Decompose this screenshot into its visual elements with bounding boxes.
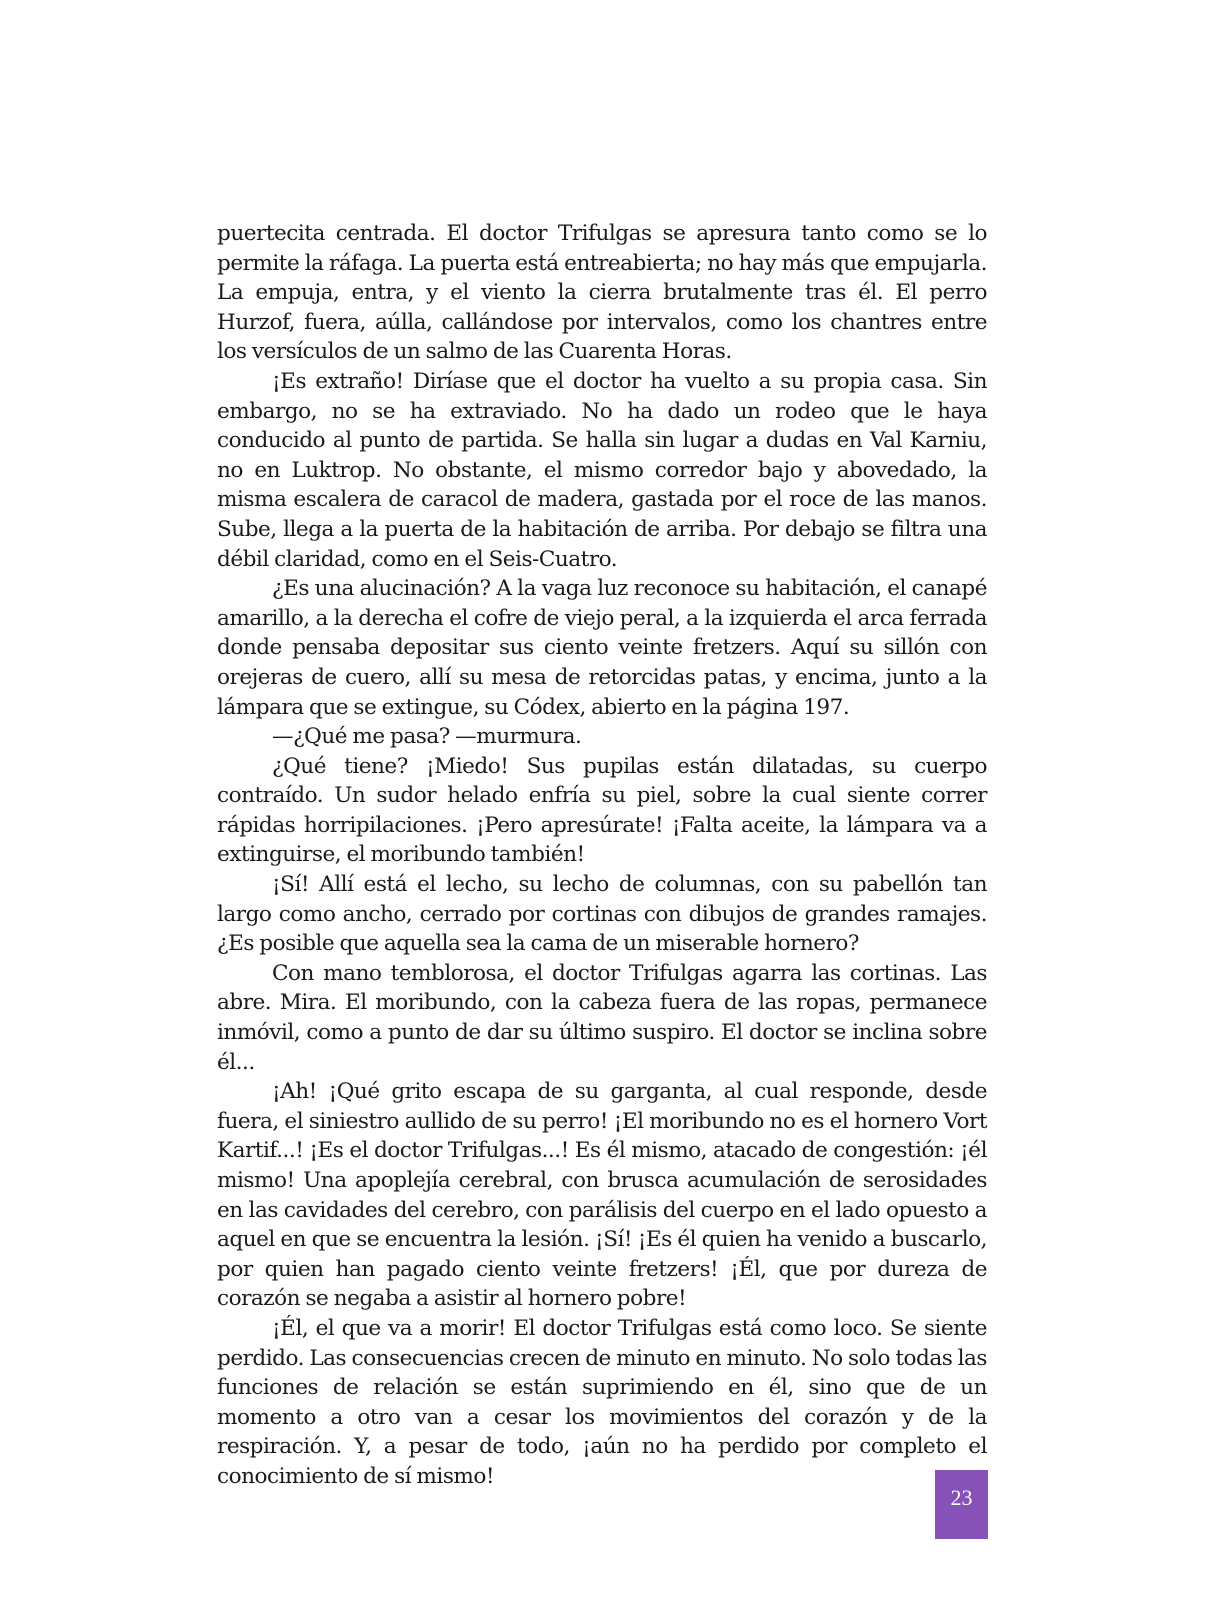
paragraph: —¿Qué me pasa? —murmura. [272,724,582,750]
page-number-badge [935,1470,988,1539]
page-number: 23 [950,1485,973,1510]
paragraph: ¡Él, el que va a morir! El doctor Trifulgas está como loco. Se siente perdido. Las consecuencias crecen de minuto en minuto. No solo todas las funciones de relación se están suprimiendo en él, sino que de un momento a otro van a cesar los movimientos del corazón y de la respiración. Y, a pesar de todo, ¡aún no ha perdido por completo el conocimiento de sí mismo! [217,1315,987,1489]
paragraph: ¿Qué tiene? ¡Miedo! Sus pupilas están dilatadas, su cuerpo contraído. Un sudor helado enfría su piel, sobre la cual siente correr rápidas horripilaciones. ¡Pero apresúrate! ¡Falta aceite, la lámpara va a extinguirse, el moribundo también! [217,753,987,868]
paragraph: ¡Sí! Allí está el lecho, su lecho de columnas, con su pabellón tan largo como ancho, cerrado por cortinas con dibujos de grandes ramajes. ¿Es posible que aquella sea la cama de un miserable hornero? [217,872,987,957]
paragraph: Con mano temblorosa, el doctor Trifulgas agarra las cortinas. Las abre. Mira. El moribundo, con la cabeza fuera de las ropas, permanece inmóvil, como a punto de dar su último suspiro. El doctor se inclina sobre él... [217,960,987,1075]
paragraph: ¿Es una alucinación? A la vaga luz reconoce su habitación, el canapé amarillo, a la derecha el cofre de viejo peral, a la izquierda el arca ferrada donde pensaba depositar sus ciento veinte fretzers. Aquí su sillón con orejeras de cuero, allí su mesa de retorcidas patas, y encima, junto a la lámpara que se extingue, su Códex, abierto en la página 197. [217,576,987,720]
paragraph: puertecita centrada. El doctor Trifulgas se apresura tanto como se lo permite la ráfaga. La puerta está entreabierta; no hay más que empujarla. La empuja, entra, y el viento la cierra brutalmente tras él. El perro Hurzof, fuera, aúlla, callándose por intervalos, como los chantres entre los versículos de un salmo de las Cuarenta Horas. [217,221,987,365]
paragraph: ¡Ah! ¡Qué grito escapa de su garganta, al cual responde, desde fuera, el siniestro aullido de su perro! ¡El moribundo no es el hornero Vort Kartif...! ¡Es el doctor Trifulgas...! Es él mismo, atacado de congestión: ¡él mismo! Una apoplejía cerebral, con brusca acumulación de serosidades en las cavidades del cerebro, con parálisis del cuerpo en el lado opuesto a aquel en que se encuentra la lesión. ¡Sí! ¡Es él quien ha venido a buscarlo, por quien han pagado ciento veinte fretzers! ¡Él, que por dureza de corazón se negaba a asistir al hornero pobre! [217,1079,987,1312]
page-body [217,219,987,1492]
paragraph: ¡Es extraño! Diríase que el doctor ha vuelto a su propia casa. Sin embargo, no se ha extraviado. No ha dado un rodeo que le haya conducido al punto de partida. Se halla sin lugar a dudas en Val Karniu, no en Luktrop. No obstante, el mismo corredor bajo y abovedado, la misma escalera de caracol de madera, gastada por el roce de las manos. Sube, llega a la puerta de la habitación de arriba. Por debajo se filtra una débil claridad, como en el Seis-Cuatro. [217,368,987,572]
